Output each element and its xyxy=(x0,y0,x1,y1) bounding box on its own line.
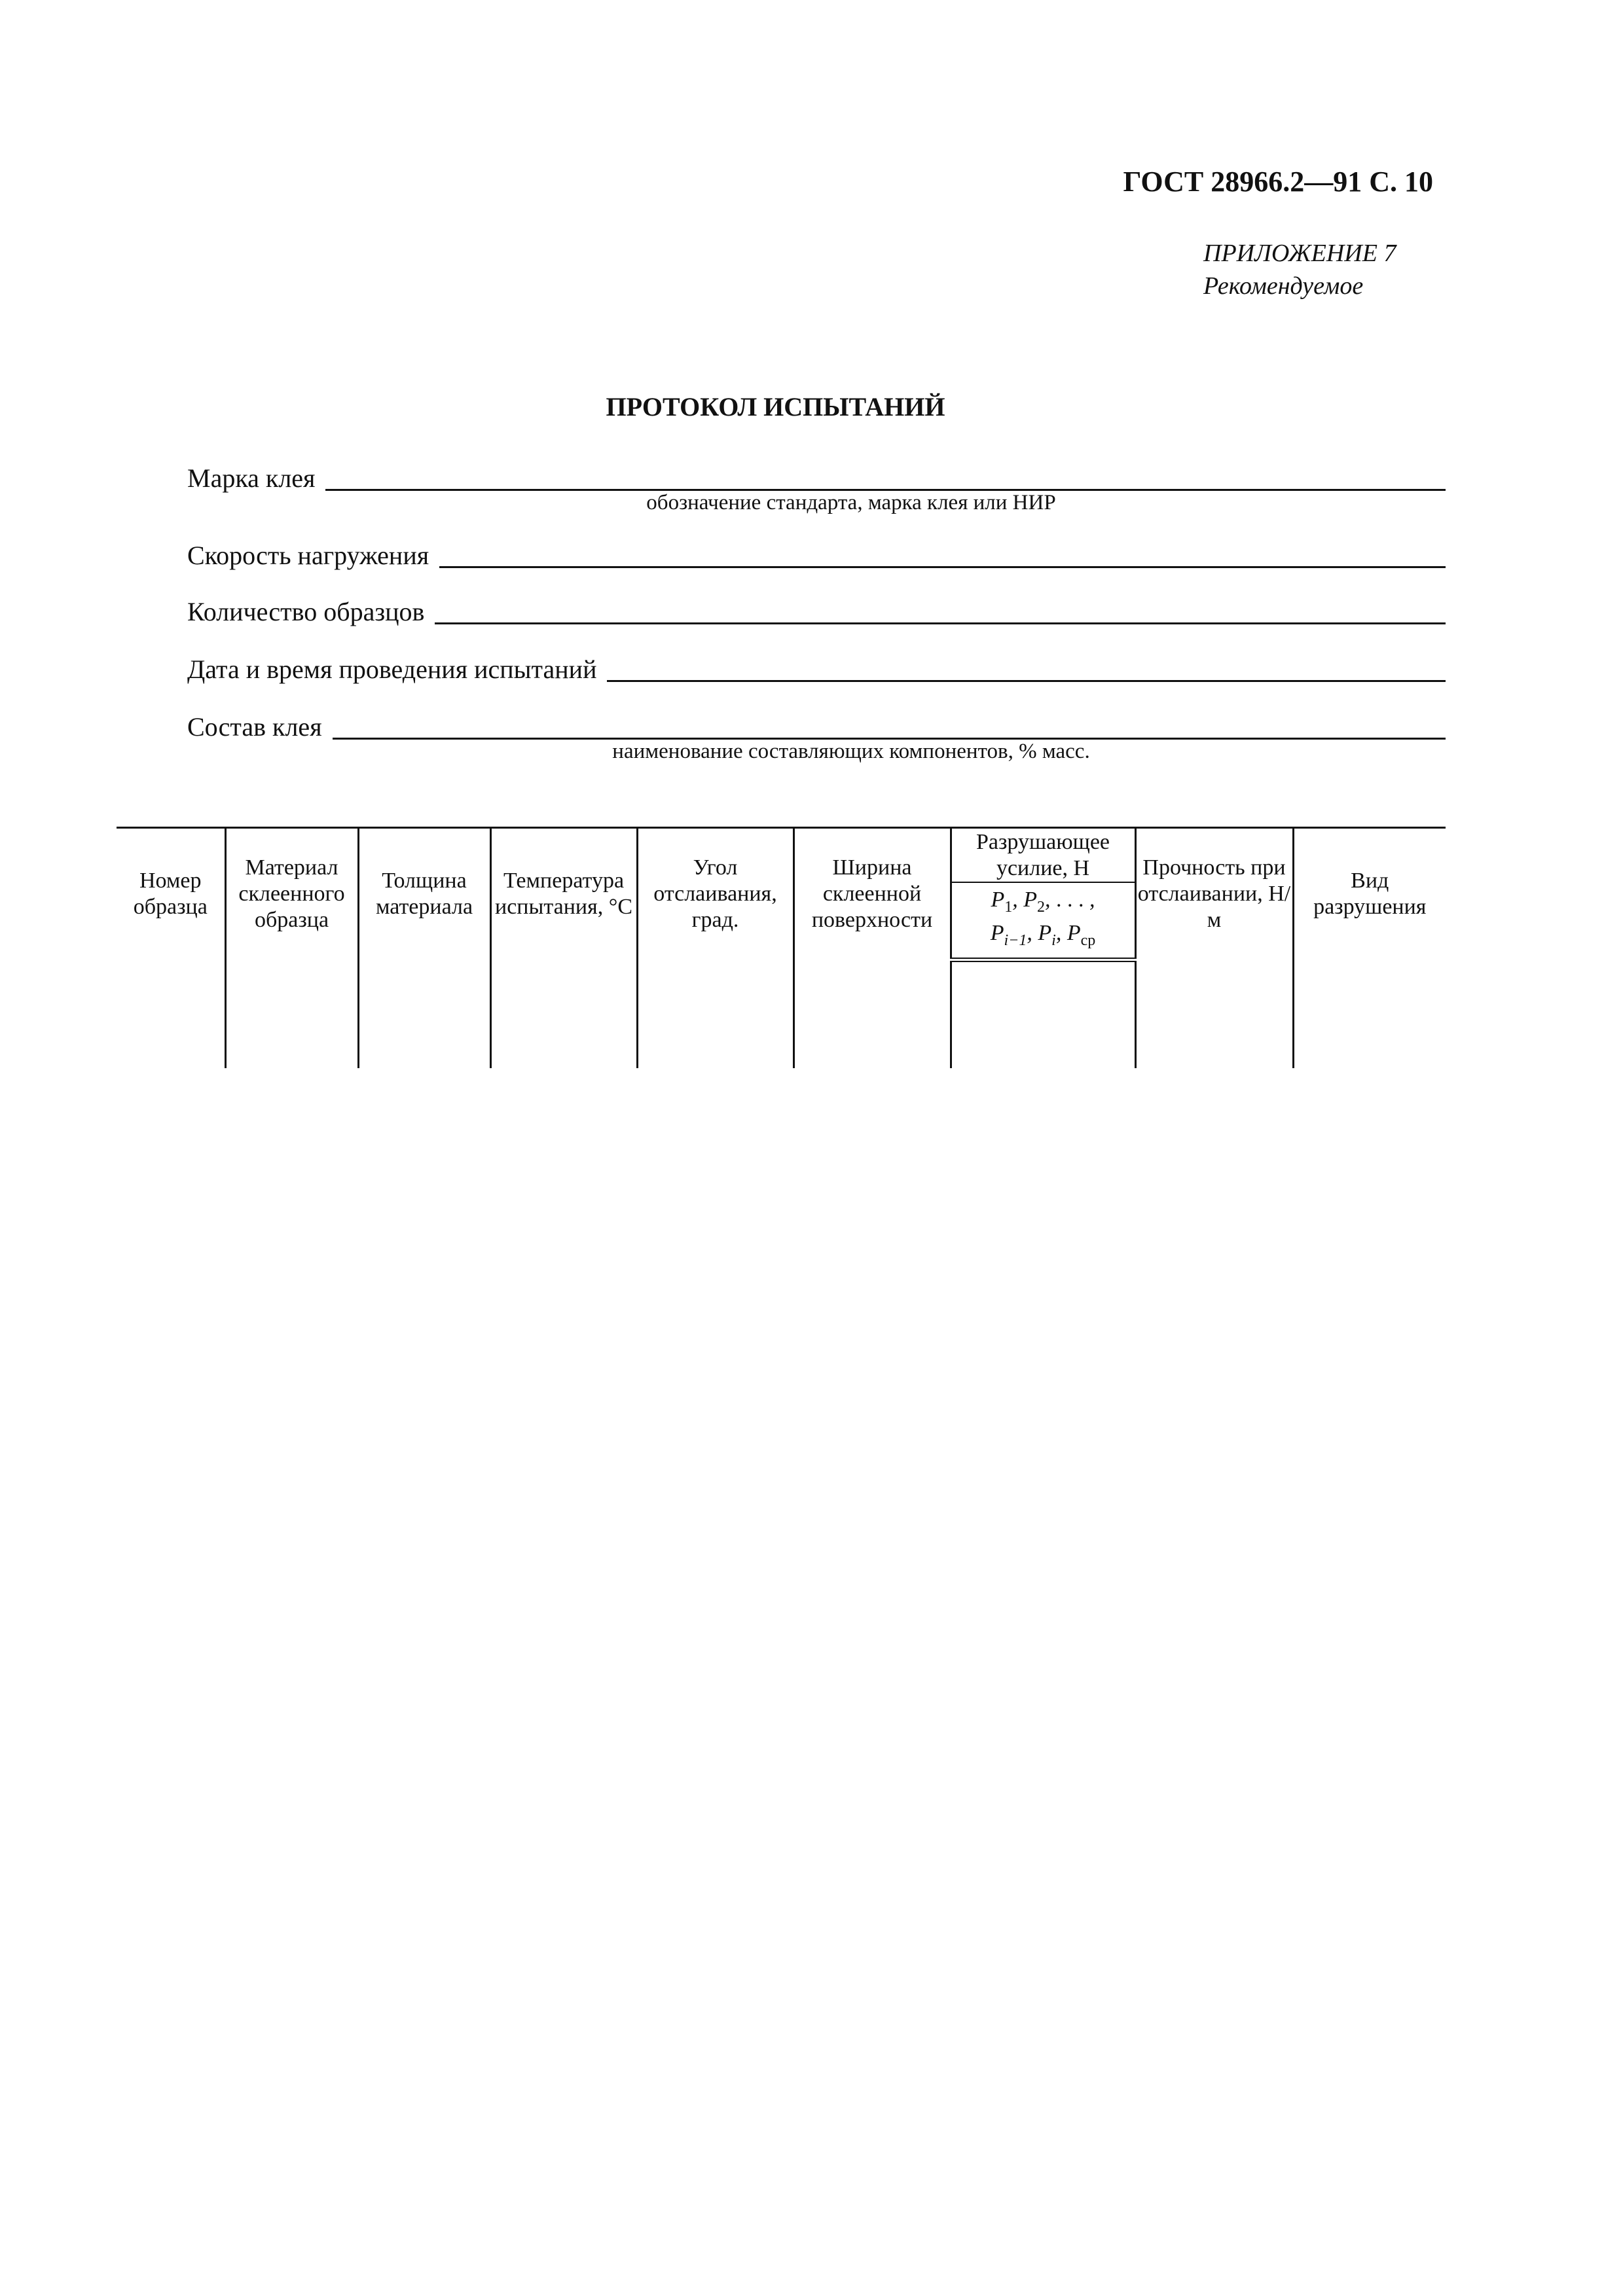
field-load-speed-label: Скорость нагружения xyxy=(187,541,429,570)
col-header-thickness: Толщина материала xyxy=(358,828,490,960)
col-header-peel-angle: Угол отслаивания, град. xyxy=(637,828,793,960)
field-glue-brand xyxy=(187,461,1446,493)
field-glue-brand-line[interactable] xyxy=(325,463,1446,491)
field-glue-brand-caption: обозначение стандарта, марка клея или НИР xyxy=(646,491,1056,514)
col-header-breaking-force: Разрушающее усилие, Н xyxy=(951,828,1135,883)
table-cell[interactable] xyxy=(1135,960,1293,1068)
field-sample-count xyxy=(187,594,1446,627)
table-cell[interactable] xyxy=(117,960,225,1068)
field-glue-composition-line[interactable] xyxy=(333,711,1446,740)
table-cell[interactable] xyxy=(490,960,637,1068)
col-header-temperature: Температура испытания, °С xyxy=(490,828,637,960)
field-test-datetime xyxy=(187,652,1446,685)
table-cell[interactable] xyxy=(637,960,793,1068)
col-header-peel-strength: Прочность при отслаивании, Н/м xyxy=(1135,828,1293,960)
table-cell[interactable] xyxy=(358,960,490,1068)
table-cell[interactable] xyxy=(1293,960,1446,1068)
col-header-failure-type: Вид разрушения xyxy=(1293,828,1446,960)
table-row xyxy=(117,960,1446,1068)
field-load-speed xyxy=(187,538,1446,571)
annex-status: Рекомендуемое xyxy=(1203,272,1364,300)
annex-block xyxy=(1203,237,1396,302)
field-glue-composition xyxy=(187,709,1446,742)
annex-title: ПРИЛОЖЕНИЕ 7 xyxy=(1203,240,1396,267)
col-header-width: Ширина склеенной поверхности xyxy=(793,828,951,960)
field-test-datetime-label: Дата и время проведения испытаний xyxy=(187,655,597,684)
table-cell[interactable] xyxy=(225,960,358,1068)
force-vars-line2: $P_{i-1}$, $P_i$, $P_{ср}$ xyxy=(990,920,1096,949)
field-sample-count-line[interactable] xyxy=(435,596,1446,624)
field-load-speed-line[interactable] xyxy=(439,540,1446,568)
col-header-material: Материал склеенного образца xyxy=(225,828,358,960)
force-vars-line1: $P_1$, $P_2$, . . . , xyxy=(991,887,1095,916)
table-cell[interactable] xyxy=(951,960,1135,1068)
page-title: ПРОТОКОЛ ИСПЫТАНИЙ xyxy=(606,392,945,422)
col-header-force-vars xyxy=(951,882,1135,960)
col-header-sample-no: Номер образца xyxy=(117,828,225,960)
field-glue-brand-label: Марка клея xyxy=(187,463,316,493)
field-glue-composition-caption: наименование составляющих компонентов, % масс. xyxy=(612,740,1090,763)
field-test-datetime-line[interactable] xyxy=(607,654,1446,682)
document-code: ГОСТ 28966.2—91 С. 10 xyxy=(1123,166,1433,198)
field-glue-composition-label: Состав клея xyxy=(187,712,322,742)
table-cell[interactable] xyxy=(793,960,951,1068)
field-sample-count-label: Количество образцов xyxy=(187,597,425,626)
results-table xyxy=(117,827,1446,1068)
